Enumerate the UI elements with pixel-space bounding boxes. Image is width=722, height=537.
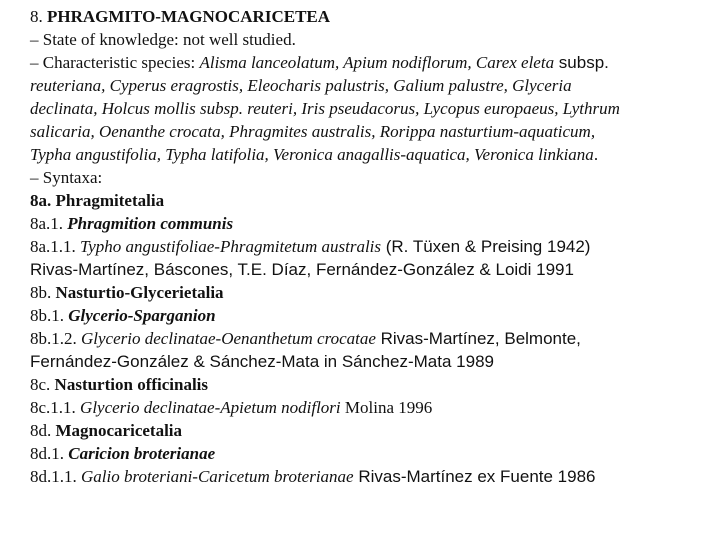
characteristic-species-line-5	[30, 144, 598, 166]
characteristic-species-line-1	[30, 52, 609, 74]
syntaxon-8b12-author-cont: Fernández-González & Sánchez-Mata in Sánchez-Mata 1989	[30, 352, 494, 371]
syntaxon-number: 8d.	[30, 421, 56, 440]
syntaxon-8b	[30, 282, 224, 304]
syntaxon-author: Molina 1996	[340, 398, 433, 417]
syntaxon-name: Nasturtio-Glycerietalia	[55, 283, 224, 302]
characteristic-species-line-3: declinata, Holcus mollis subsp. reuteri, Iris pseudacorus, Lycopus europaeus, Lythrum	[30, 99, 620, 118]
syntaxon-name: Caricion broterianae	[68, 444, 216, 463]
syntaxon-number: 8c.	[30, 375, 55, 394]
species-text-end: .	[593, 145, 599, 164]
syntaxon-number: 8b.	[30, 283, 56, 302]
syntaxon-number: 8b.1.2.	[30, 329, 81, 348]
syntaxon-number: 8b.1.	[30, 306, 69, 325]
syntaxon-name: Typho angustifoliae-Phragmitetum australis	[80, 237, 382, 256]
syntaxon-8d	[30, 420, 182, 442]
species-text: Alisma lanceolatum, Apium nodiflorum, Carex eleta	[199, 53, 555, 72]
species-text-suffix: subsp.	[554, 53, 609, 72]
syntaxon-name: Phragmition communis	[67, 214, 234, 233]
state-of-knowledge: – State of knowledge: not well studied.	[30, 30, 296, 49]
syntaxon-8b1	[30, 305, 216, 327]
syntaxon-name: Galio broteriani-Caricetum broterianae	[81, 467, 354, 486]
syntaxon-name: Glycerio-Sparganion	[68, 306, 216, 325]
species-text: Typha angustifolia, Typha latifolia, Veronica anagallis-aquatica, Veronica linkiana	[30, 145, 594, 164]
class-number: 8.	[30, 7, 47, 26]
syntaxon-author: (R. Tüxen & Preising 1942)	[381, 237, 591, 256]
syntaxon-8d1	[30, 443, 215, 465]
syntaxon-8a11-author-cont: Rivas-Martínez, Báscones, T.E. Díaz, Fernández-González & Loidi 1991	[30, 260, 574, 279]
characteristic-species-label: – Characteristic species:	[30, 53, 200, 72]
syntaxa-label: – Syntaxa:	[30, 168, 103, 187]
syntaxon-8a	[30, 190, 164, 212]
syntaxon-8c	[30, 374, 208, 396]
syntaxon-name: Magnocaricetalia	[55, 421, 183, 440]
syntaxon-author: Rivas-Martínez ex Fuente 1986	[353, 467, 596, 486]
syntaxon-number: 8d.1.1.	[30, 467, 81, 486]
syntaxon-8a1	[30, 213, 233, 235]
syntaxon-8d11	[30, 466, 596, 488]
syntaxon-number: 8a.1.1.	[30, 237, 81, 256]
syntaxon-number: 8d.1.	[30, 444, 69, 463]
syntaxon-author: Rivas-Martínez, Belmonte,	[375, 329, 581, 348]
class-name: PHRAGMITO-MAGNOCARICETEA	[47, 7, 331, 26]
syntaxon-name: Nasturtion officinalis	[54, 375, 209, 394]
syntaxon-name: Phragmitetalia	[55, 191, 165, 210]
syntaxon-name: Glycerio declinatae-Oenanthetum crocatae	[81, 329, 376, 348]
syntaxon-number: 8a.1.	[30, 214, 68, 233]
syntaxon-8b12	[30, 328, 581, 350]
class-heading	[30, 6, 330, 28]
syntaxon-number: 8a.	[30, 191, 56, 210]
syntaxon-8a11	[30, 236, 590, 258]
characteristic-species-line-4: salicaria, Oenanthe crocata, Phragmites australis, Rorippa nasturtium-aquaticum,	[30, 122, 596, 141]
syntaxon-8c11	[30, 397, 432, 419]
characteristic-species-line-2: reuteriana, Cyperus eragrostis, Eleocharis palustris, Galium palustre, Glyceria	[30, 76, 572, 95]
syntaxon-name: Glycerio declinatae-Apietum nodiflori	[80, 398, 341, 417]
syntaxon-number: 8c.1.1.	[30, 398, 81, 417]
